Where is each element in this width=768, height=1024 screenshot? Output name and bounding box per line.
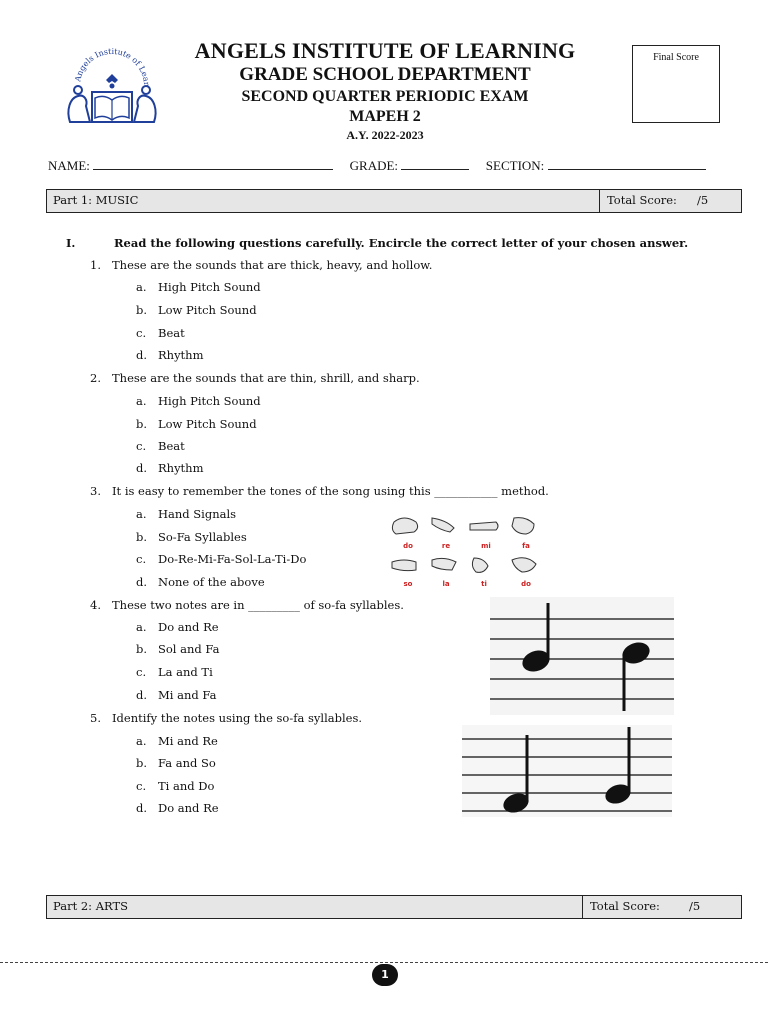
part2-header [46, 895, 742, 919]
part2-total-value: /5 [689, 899, 701, 913]
question-5: 5. Identify the notes using the so-fa syllables. [90, 711, 363, 725]
final-score-label: Final Score [653, 52, 699, 63]
question-1: 1. These are the sounds that are thick, heavy, and hollow. [90, 258, 433, 272]
question-4: 4. These two notes are in _________ of so-fa syllables. [90, 598, 404, 612]
question-5-option-a[interactable]: a. Mi and Re [136, 734, 218, 748]
grade-field[interactable] [401, 157, 469, 170]
question-3-option-d[interactable]: d. None of the above [136, 575, 265, 589]
hand-label-ti: ti [481, 580, 487, 588]
part1-label: Part 1: MUSIC [53, 193, 139, 207]
question-3-option-b[interactable]: b. So-Fa Syllables [136, 530, 247, 544]
page-footer-divider [0, 962, 768, 963]
question-3: 3. It is easy to remember the tones of the song using this ___________ method. [90, 484, 549, 498]
question-1-option-b[interactable]: b. Low Pitch Sound [136, 303, 257, 317]
hand-label-la: la [442, 580, 450, 588]
hand-label-do-high: do [521, 580, 531, 588]
question-2-option-b[interactable]: b. Low Pitch Sound [136, 417, 257, 431]
name-label: NAME: [48, 158, 90, 173]
question-4-option-d[interactable]: d. Mi and Fa [136, 688, 217, 702]
final-score-box[interactable] [632, 45, 720, 123]
grade-label: GRADE: [349, 158, 399, 173]
question-3-option-c[interactable]: c. Do-Re-Mi-Fa-Sol-La-Ti-Do [136, 552, 307, 566]
page-number: 1 [372, 964, 398, 986]
part2-label: Part 2: ARTS [53, 899, 129, 913]
question-4-option-c[interactable]: c. La and Ti [136, 665, 213, 679]
hand-label-so: so [403, 580, 413, 588]
question-4-option-a[interactable]: a. Do and Re [136, 620, 219, 634]
academic-year: A.Y. 2022-2023 [346, 128, 424, 142]
instructions-number: I. [66, 236, 76, 250]
section-label: SECTION: [485, 158, 545, 173]
school-name: ANGELS INSTITUTE OF LEARNING [194, 38, 576, 63]
question-4-option-b[interactable]: b. Sol and Fa [136, 642, 220, 656]
subject-title: MAPEH 2 [349, 108, 421, 125]
question-2: 2. These are the sounds that are thin, shrill, and sharp. [90, 371, 420, 385]
part1-divider [599, 190, 600, 212]
part1-header [46, 189, 742, 213]
question-5-option-d[interactable]: d. Do and Re [136, 801, 219, 815]
question-2-option-d[interactable]: d. Rhythm [136, 461, 204, 475]
school-logo [62, 40, 162, 126]
instructions-text: Read the following questions carefully. Encircle the correct letter of your chosen answer. [114, 236, 689, 250]
exam-title: SECOND QUARTER PERIODIC EXAM [241, 88, 529, 105]
question-1-option-d[interactable]: d. Rhythm [136, 348, 204, 362]
question-1-option-a[interactable]: a. High Pitch Sound [136, 280, 261, 294]
music-staff-q4 [490, 597, 674, 715]
question-5-option-c[interactable]: c. Ti and Do [136, 779, 215, 793]
question-1-option-c[interactable]: c. Beat [136, 326, 185, 340]
part1-total-label: Total Score: [607, 193, 677, 207]
section-field[interactable] [548, 157, 706, 170]
name-field[interactable] [93, 157, 333, 170]
hand-label-re: re [441, 542, 451, 550]
hand-label-fa: fa [522, 542, 530, 550]
department-name: GRADE SCHOOL DEPARTMENT [239, 64, 531, 85]
hand-label-do: do [403, 542, 413, 550]
hand-signals-image [388, 512, 550, 590]
student-info-row [48, 157, 728, 174]
instructions [66, 236, 688, 250]
part2-total-label: Total Score: [590, 899, 660, 913]
question-5-option-b[interactable]: b. Fa and So [136, 756, 216, 770]
hand-label-mi: mi [481, 542, 491, 550]
music-staff-q5 [462, 725, 672, 817]
part1-total-value: /5 [697, 193, 709, 207]
logo-text: Angels Institute of Lear [73, 46, 152, 86]
question-3-option-a[interactable]: a. Hand Signals [136, 507, 237, 521]
question-2-option-a[interactable]: a. High Pitch Sound [136, 394, 261, 408]
part2-divider [582, 896, 583, 918]
question-2-option-c[interactable]: c. Beat [136, 439, 185, 453]
